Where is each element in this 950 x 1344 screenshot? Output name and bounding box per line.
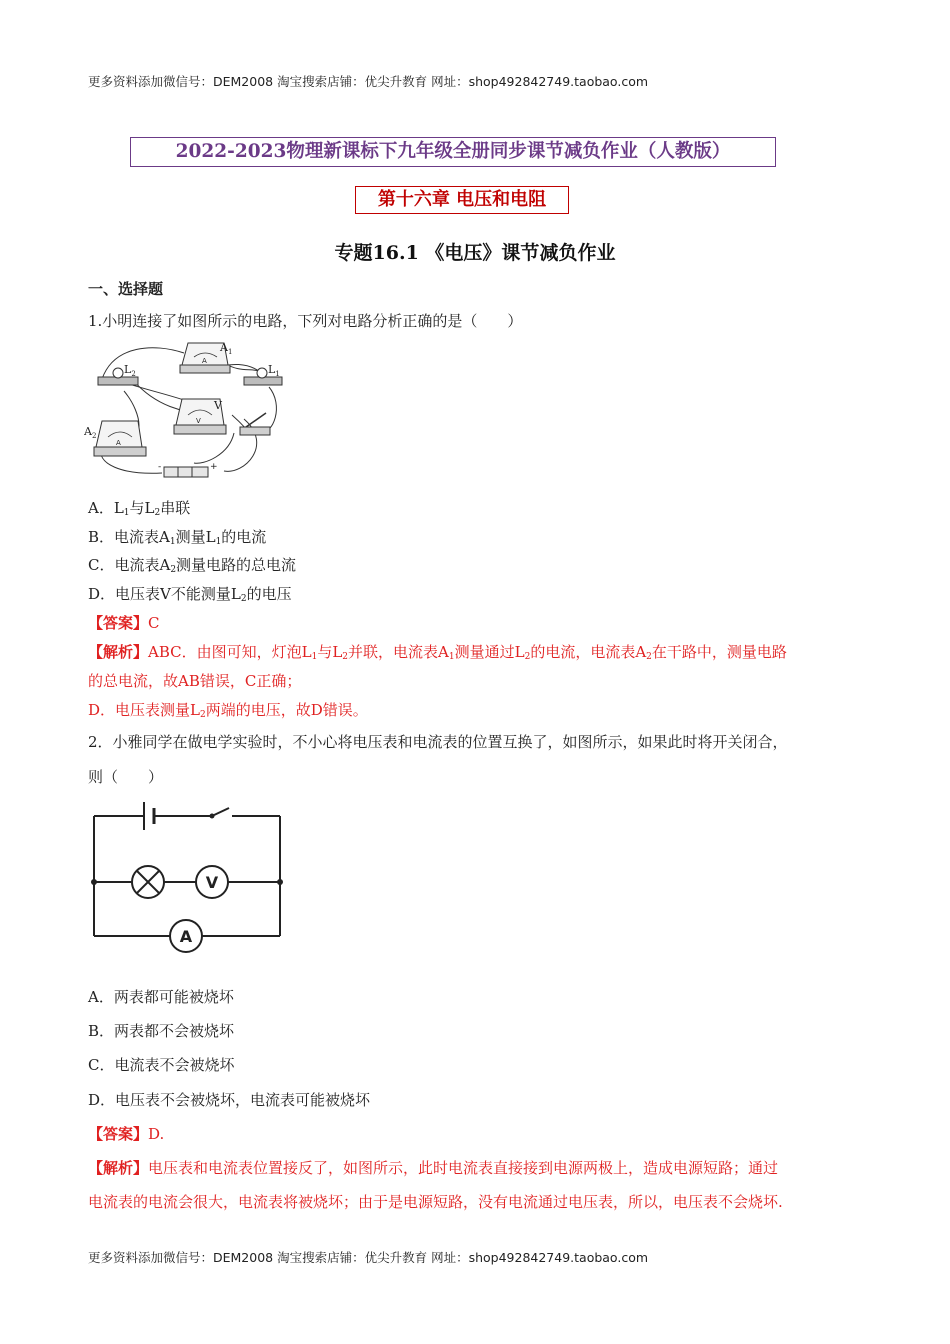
q1-analysis-l3-t1: D．电压表测量L (88, 701, 200, 719)
q1-option-b (88, 526, 266, 547)
q1-analysis-t1: ABC．由图可知，灯泡L (148, 643, 312, 661)
q1-option-b-text: B．电流表A (88, 528, 170, 546)
q1-option-b-sub1: 1 (169, 537, 176, 547)
ammeter-icon (170, 920, 202, 952)
q2-analysis-line2: 电流表的电流会很大，电流表将被烧坏；由于是电源短路，没有电流通过电压表，所以，电压表不会烧坏. (88, 1193, 783, 1211)
section-heading: 一、选择题 (88, 280, 164, 298)
q2-stem-line1: 2．小雅同学在做电学实验时，不小心将电压表和电流表的位置互换了，如图所示，如果此时将开关闭合， (88, 733, 788, 751)
q1-analysis-s5: 2 (646, 652, 652, 662)
q1-option-a-text3: 串联 (160, 499, 191, 517)
q1-option-c-text: C．电流表A (88, 556, 171, 574)
document-title: 2022-2023物理新课标下九年级全册同步课节减负作业（人教版） (130, 137, 776, 167)
lamp-icon (132, 866, 164, 898)
q1-option-a-sub2: 2 (154, 508, 161, 518)
q2-circuit-figure (86, 796, 296, 956)
q1-analysis-t6: 在干路中，测量电路 (651, 643, 787, 661)
switch-icon (240, 413, 270, 435)
q2-analysis-line1 (88, 1157, 778, 1178)
q1-option-a-text: A．L (88, 499, 124, 517)
q1-analysis-line1 (88, 641, 787, 662)
q1-analysis-t2: 与L (317, 643, 343, 661)
q2-option-c: C．电流表不会被烧坏 (88, 1056, 235, 1074)
q1-analysis-s4: 2 (524, 652, 531, 662)
q2-answer-value: D. (148, 1125, 165, 1143)
q1-analysis-l3-t2: 两端的电压，故D错误。 (205, 701, 368, 719)
label-a1: $A_1$ (220, 341, 233, 356)
q1-analysis-t5: 的电流，电流表A (530, 643, 647, 661)
q2-option-d: D．电压表不会被烧坏，电流表可能被烧坏 (88, 1091, 371, 1109)
q1-option-b-text3: 的电流 (221, 528, 267, 546)
label-a2: $A_2$ (84, 425, 97, 440)
q2-option-b: B．两表都不会被烧坏 (88, 1022, 235, 1040)
label-v: V (214, 399, 222, 412)
q1-analysis-tag: 【解析】 (88, 643, 149, 661)
topic-title: 专题16.1 《电压》课节减负作业 (334, 242, 616, 264)
q1-circuit-figure (84, 335, 284, 487)
q1-option-c-sub1: 2 (170, 565, 177, 575)
meter-a1-dial-label: A (202, 357, 207, 365)
q1-option-c (88, 554, 296, 575)
q2-answer (88, 1123, 164, 1144)
q1-analysis-t4: 测量通过L (454, 643, 525, 661)
q1-analysis-line2: 的总电流，故AB错误，C正确； (88, 672, 302, 690)
junction-left-icon (91, 879, 97, 885)
page-footer: 更多资料添加微信号：DEM2008 淘宝搜索店铺：优尖升教育 网址：shop492842749.taobao.com (88, 1250, 649, 1265)
q1-analysis-line3 (88, 699, 368, 720)
q2-option-a: A．两表都可能被烧坏 (88, 988, 234, 1006)
switch-pivot-icon (210, 814, 215, 819)
q1-option-d-text: D．电压表V不能测量L (88, 585, 241, 603)
battery-icon (144, 802, 154, 830)
q1-answer-value: C (148, 614, 160, 632)
q1-option-a-text2: 与L (129, 499, 155, 517)
q2-answer-tag: 【答案】 (88, 1125, 149, 1143)
battery-plus-label: + (210, 462, 218, 472)
q2-analysis-tag: 【解析】 (88, 1159, 149, 1177)
q1-option-c-text2: 测量电路的总电流 (176, 556, 297, 574)
chapter-title: 第十六章 电压和电阻 (355, 186, 569, 214)
label-l1: $L_1$ (268, 363, 280, 378)
q1-option-b-text2: 测量L (175, 528, 216, 546)
page-header: 更多资料添加微信号：DEM2008 淘宝搜索店铺：优尖升教育 网址：shop492842749.taobao.com (88, 74, 649, 89)
battery-icon (164, 467, 208, 477)
q1-option-a-sub1: 1 (123, 508, 130, 518)
q1-analysis-t3: 并联，电流表A (348, 643, 449, 661)
voltmeter-label: V (205, 873, 219, 892)
q1-analysis-s3: 1 (448, 652, 455, 662)
junction-right-icon (277, 879, 283, 885)
q1-option-d (88, 583, 292, 604)
label-l2: $L_2$ (124, 363, 136, 378)
battery-minus-label: - (158, 462, 162, 472)
voltmeter-icon (196, 866, 228, 898)
q1-analysis-l3-s1: 2 (200, 710, 206, 720)
q1-answer (88, 612, 160, 633)
q1-analysis-s1: 1 (311, 652, 318, 662)
ammeter-a2-icon (94, 421, 146, 456)
q2-analysis-text1: 电压表和电流表位置接反了，如图所示，此时电流表直接接到电源两极上，造成电源短路；通过 (148, 1159, 779, 1177)
q1-analysis-s2: 2 (342, 652, 349, 662)
q1-stem: 1.小明连接了如图所示的电路，下列对电路分析正确的是（ ） (88, 312, 523, 330)
meter-v-dial-label: V (196, 417, 201, 425)
q1-option-d-sub1: 2 (240, 594, 247, 604)
meter-a2-dial-label: A (116, 439, 121, 447)
q1-option-b-sub2: 1 (215, 537, 222, 547)
q1-option-a (88, 497, 190, 518)
q2-stem-line2: 则（ ） (88, 768, 164, 786)
ammeter-label: A (179, 927, 193, 946)
q1-answer-tag: 【答案】 (88, 614, 149, 632)
q1-option-d-text2: 的电压 (246, 585, 292, 603)
